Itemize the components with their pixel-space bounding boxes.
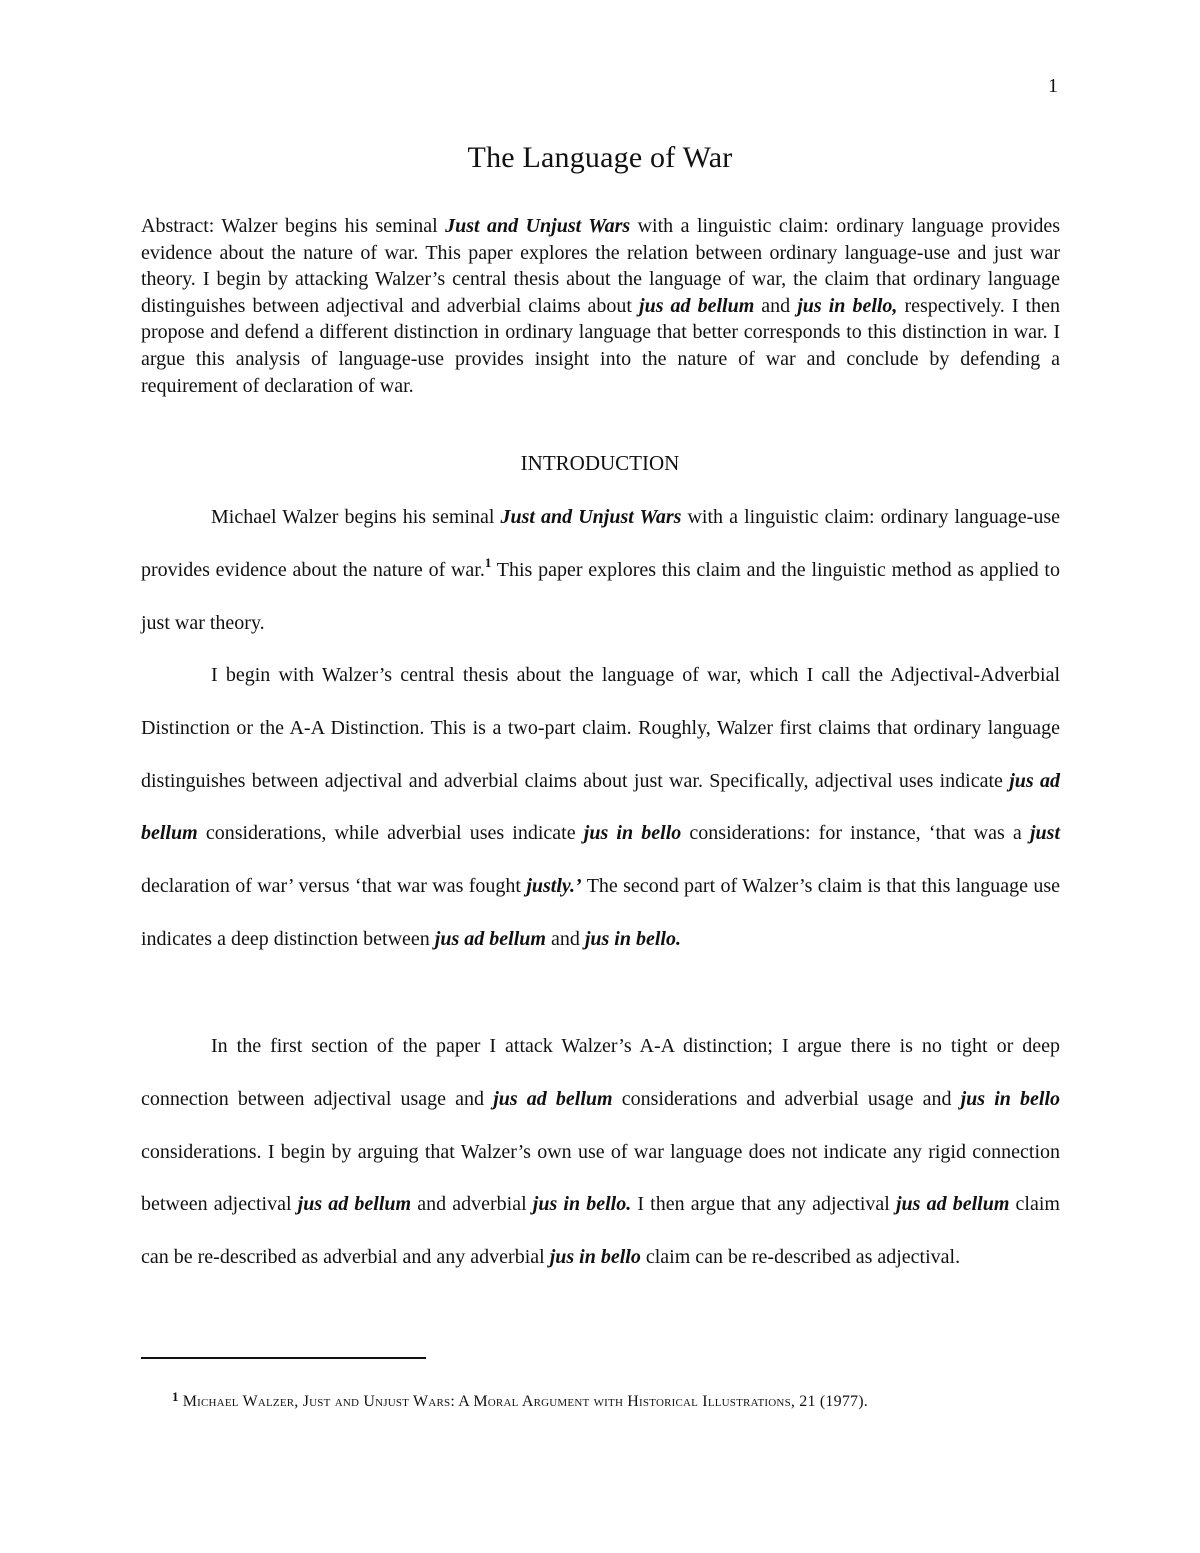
paragraph-text: claim can be re-described as adverbial and any adverbial <box>141 1193 1060 1269</box>
abstract <box>141 213 1060 399</box>
paragraph-text: with a linguistic claim: ordinary language-use provides evidence about the nature of war. <box>141 506 1060 581</box>
page-number: 1 <box>1048 75 1058 97</box>
emphasis-word: justly.’ <box>526 875 582 898</box>
latin-term: jus in bello <box>583 822 682 845</box>
footnote-reference[interactable]: 1 <box>484 554 492 570</box>
latin-term: jus in bello <box>960 1087 1061 1110</box>
footnote-divider <box>141 1357 426 1359</box>
paragraph-text: considerations. I begin by arguing that Walzer’s own use of war language does not indicate any rigid connection between adjectival <box>141 1140 1060 1216</box>
paragraph-text: The second part of Walzer’s claim is that this language use indicates a deep distinction between <box>141 875 1061 950</box>
paragraph-text: I then argue that any adjectival <box>631 1193 896 1216</box>
latin-term: jus ad bellum <box>895 1193 1010 1216</box>
footnote-text: Michael Walzer, Just and Unjust Wars: A Moral Argument with Historical Illustrations, 21 (1977). <box>182 1393 868 1410</box>
latin-term: jus in bello. <box>584 927 681 950</box>
book-title: Just and Unjust Wars <box>500 506 682 528</box>
paper-title: The Language of War <box>467 141 733 174</box>
footnote <box>172 1391 1072 1413</box>
paragraph-text: claim can be re-described as adjectival. <box>640 1246 961 1269</box>
latin-term: jus ad bellum <box>639 294 755 317</box>
paragraph-text: considerations: for instance, ‘that was a <box>681 822 1030 845</box>
paragraph-text: considerations, while adverbial uses indicate <box>197 822 584 845</box>
paragraph-text: I begin with Walzer’s central thesis about the language of war, which I call the Adjectival-Adverbial Distinction or the A-A Distinction. This is a two-part claim. Roughly, Walzer first claims that ordinary language distinguishes between adjectival and adverbial claims about just war. Specifically, adjectival uses indicate <box>141 664 1060 792</box>
abstract-label: Abstract: <box>141 215 215 237</box>
latin-term: jus in bello, <box>797 294 898 317</box>
paragraph-text: and adverbial <box>411 1193 533 1216</box>
body-paragraph <box>141 491 1060 649</box>
book-title: Just and Unjust Wars <box>445 215 631 237</box>
footnote-number: 1 <box>172 1389 179 1404</box>
paragraph-text: This paper explores this claim and the linguistic method as applied to just war theory. <box>141 558 1060 634</box>
latin-term: jus ad bellum <box>493 1087 613 1110</box>
abstract-text: with a linguistic claim: ordinary language provides evidence about the nature of war. This paper explores the relation between ordinary language-use and just war theory. I begin by attacking Walzer’s central thesis about the language of war, the claim that ordinary language distinguishes between adjectival and adverbial claims about <box>141 215 1060 317</box>
latin-term: jus in bello. <box>532 1193 632 1216</box>
body-paragraph <box>141 1020 1060 1284</box>
latin-term: jus ad bellum <box>434 927 546 950</box>
paragraph-text: and <box>545 927 585 950</box>
emphasis-word: just <box>1029 822 1061 845</box>
abstract-text: Walzer begins his seminal <box>214 215 446 237</box>
latin-term: jus in bello <box>549 1246 641 1269</box>
latin-term: jus ad bellum <box>141 769 1060 845</box>
latin-term: jus ad bellum <box>297 1193 412 1216</box>
paragraph-text: Michael Walzer begins his seminal <box>211 506 501 528</box>
paragraph-text: In the first section of the paper I attack Walzer’s A-A distinction; I argue there is no tight or deep connection between adjectival usage and <box>141 1035 1060 1110</box>
section-heading: INTRODUCTION <box>520 451 680 475</box>
abstract-text: and <box>754 294 798 317</box>
body-paragraph <box>141 649 1060 966</box>
abstract-text: respectively. I then propose and defend a different distinction in ordinary language that better corresponds to this distinction in war. I argue this analysis of language-use provides insight into the nature of war and conclude by defending a requirement of declaration of war. <box>141 294 1060 397</box>
paragraph-text: considerations and adverbial usage and <box>612 1087 961 1110</box>
paragraph-text: declaration of war’ versus ‘that war was fought <box>141 875 527 898</box>
